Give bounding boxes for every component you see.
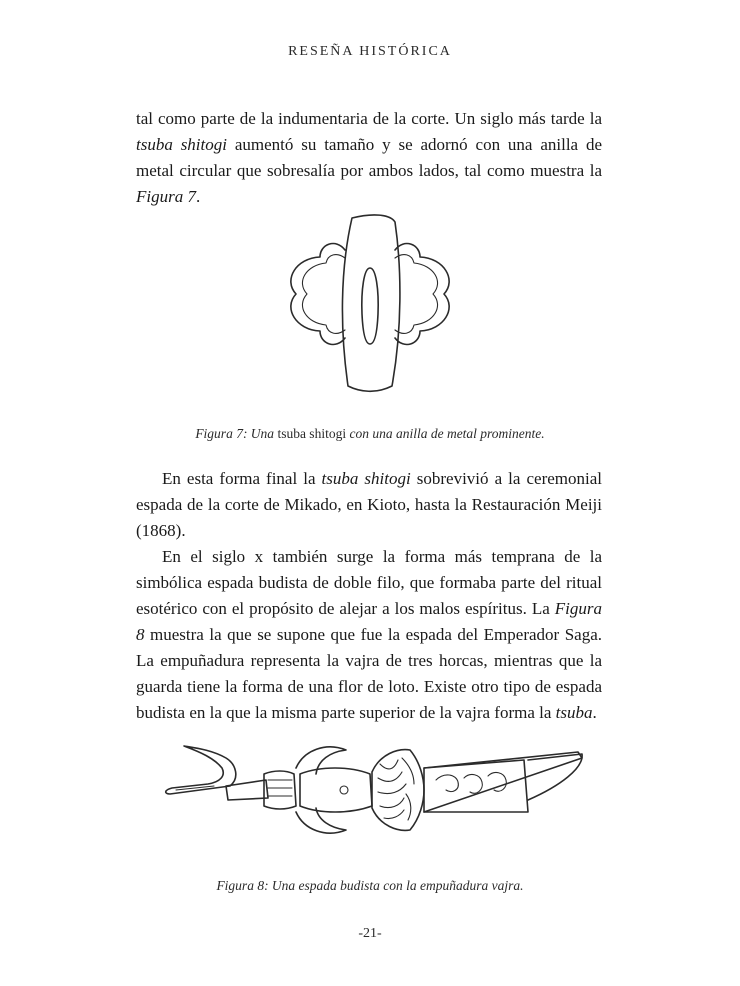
caption-text: con una anilla de metal prominente.: [346, 426, 545, 441]
buddhist-sword-illustration: [0, 728, 740, 848]
tsuba-ring-outer: [291, 244, 449, 345]
figure-8-caption: Figura 8: Una espada budista con la empuñadura vajra.: [216, 878, 524, 893]
figure-reference: Figura 7: [136, 187, 196, 206]
text-run: .: [195, 187, 201, 206]
lotus-guard: [372, 750, 424, 831]
paragraph-continued: [136, 106, 602, 210]
figure-8: [0, 728, 740, 848]
body-text-top: [136, 106, 602, 210]
vajra-collar: [264, 771, 296, 809]
text-run: muestra la que se supone que fue la espada del Emperador Saga. La empuñadura representa la vajra de tres horcas, mientras que la guarda tiene la forma de una flor de loto. Existe otro tipo de espada budista en la que la misma parte superior de la vajra forma la: [136, 625, 602, 722]
vajra-prongs: [296, 747, 346, 833]
text-run: .: [592, 703, 597, 722]
term-tsuba-shitogi: tsuba shitogi: [136, 135, 227, 154]
tsuba-plate: [342, 215, 400, 391]
figure-reference: Figura 8: [136, 599, 602, 644]
bulb-boss: [340, 786, 348, 794]
text-run: sobrevivió a la ceremonial espada de la corte de Mikado, en Kioto, hasta la Restauración Meiji (1868).: [136, 469, 602, 540]
text-run: En esta forma final la: [162, 469, 322, 488]
text-run: tal como parte de la indumentaria de la corte. Un siglo más tarde la: [136, 109, 602, 128]
term-tsuba: tsuba: [555, 703, 593, 722]
tsuba-shitogi-illustration: [0, 210, 740, 400]
text-run: aumentó su tamaño y se adornó con una anilla de metal circular que sobresalía por ambos lados, tal como muestra la: [136, 135, 602, 180]
vajra-tip: [166, 746, 236, 794]
paragraph: [136, 466, 602, 544]
tsuba-ring-inner: [302, 255, 437, 334]
text-run: En el siglo x también surge la forma más temprana de la simbólica espada budista de doble filo, que formaba parte del ritual esotérico con el propósito de alejar a los malos espíritus. La: [136, 547, 602, 618]
figure-7-caption: [0, 426, 740, 442]
paragraph: [136, 544, 602, 726]
tsuba-tang-hole: [362, 268, 378, 344]
vajra-bulb: [300, 768, 372, 812]
blade-engraving: [436, 773, 506, 794]
caption-term: tsuba shitogi: [277, 426, 347, 441]
term-tsuba-shitogi: tsuba shitogi: [321, 469, 411, 488]
body-text-bottom: [136, 466, 602, 726]
page-number: -21-: [358, 926, 382, 941]
running-head: RESEÑA HISTÓRICA: [288, 44, 452, 59]
figure-7: [0, 210, 740, 400]
caption-text: Figura 7: Una: [195, 426, 278, 441]
